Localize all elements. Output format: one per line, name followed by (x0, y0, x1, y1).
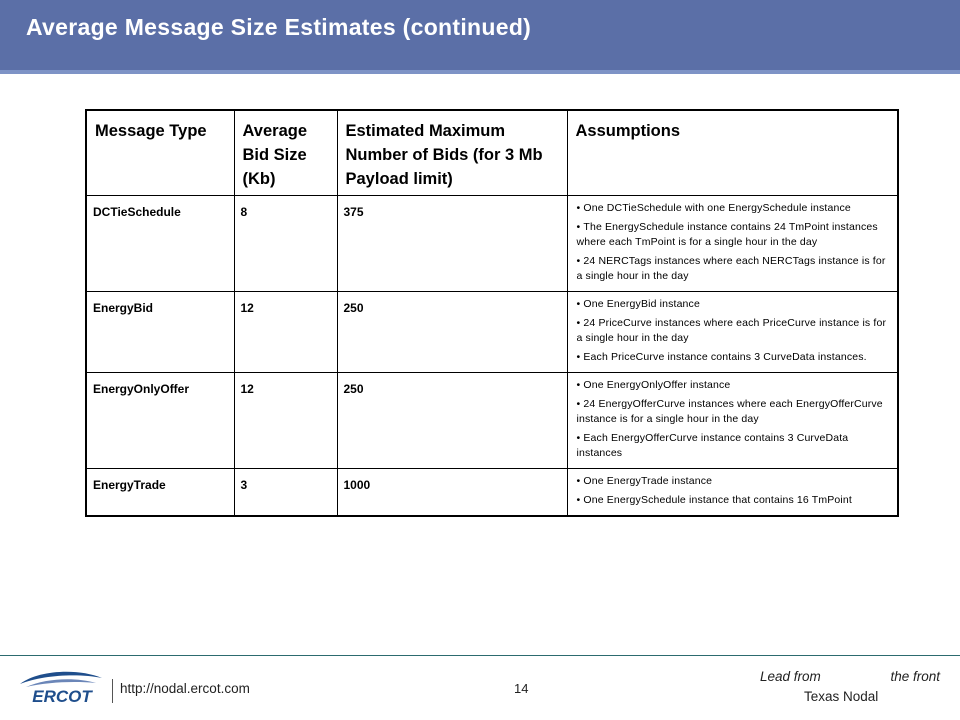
assumption-item: • Each PriceCurve instance contains 3 CurveData instances. (577, 350, 892, 365)
assumptions-cell (567, 469, 898, 517)
assumption-item: • 24 EnergyOfferCurve instances where each EnergyOfferCurve instance is for a single hour in the day (577, 397, 892, 427)
message-type-cell: EnergyTrade (86, 469, 234, 517)
max-bids-cell: 250 (337, 373, 567, 469)
bid-size-cell: 8 (234, 196, 337, 292)
max-bids-cell: 1000 (337, 469, 567, 517)
ercot-logo-graphic (16, 668, 108, 706)
table-row (86, 292, 898, 373)
assumption-item: • One DCTieSchedule with one EnergySchedule instance (577, 201, 892, 216)
assumption-item: • One EnergyBid instance (577, 297, 892, 312)
assumption-item: • 24 PriceCurve instances where each PriceCurve instance is for a single hour in the day (577, 316, 892, 346)
assumption-item: • One EnergyOnlyOffer instance (577, 378, 892, 393)
assumption-item: • 24 NERCTags instances where each NERCTags instance is for a single hour in the day (577, 254, 892, 284)
tagline-part-2: the front (890, 669, 940, 684)
slide-title: Average Message Size Estimates (continued) (26, 14, 532, 40)
header-message-type: Message Type (86, 110, 234, 196)
max-bids-cell: 250 (337, 292, 567, 373)
header-max-bids: Estimated Maximum Number of Bids (for 3 Mb Payload limit) (337, 110, 567, 196)
message-type-cell: EnergyOnlyOffer (86, 373, 234, 469)
assumption-item: • One EnergyTrade instance (577, 474, 892, 489)
logo-text: ERCOT (32, 687, 92, 706)
tagline-part-1: Lead from (760, 669, 821, 684)
table-row (86, 196, 898, 292)
assumption-item: • Each EnergyOfferCurve instance contains 3 CurveData instances (577, 431, 892, 461)
header-assumptions: Assumptions (567, 110, 898, 196)
header-average-bid-size: Average Bid Size (Kb) (234, 110, 337, 196)
page-number: 14 (514, 681, 529, 696)
table-row (86, 469, 898, 517)
table-header-row (86, 110, 898, 196)
bid-size-cell: 3 (234, 469, 337, 517)
max-bids-cell: 375 (337, 196, 567, 292)
assumption-item: • One EnergySchedule instance that contains 16 TmPoint (577, 493, 892, 508)
title-banner (0, 0, 960, 74)
table-row (86, 373, 898, 469)
assumptions-cell (567, 196, 898, 292)
footer-url: http://nodal.ercot.com (120, 681, 250, 696)
footer-tagline (760, 669, 940, 684)
bid-size-cell: 12 (234, 373, 337, 469)
bid-size-cell: 12 (234, 292, 337, 373)
message-type-cell: DCTieSchedule (86, 196, 234, 292)
assumptions-cell (567, 292, 898, 373)
assumptions-cell (567, 373, 898, 469)
footer-separator (112, 679, 113, 703)
assumption-item: • The EnergySchedule instance contains 24 TmPoint instances where each TmPoint is for a single hour in the day (577, 220, 892, 250)
ercot-logo (16, 668, 108, 711)
message-size-table (85, 109, 899, 517)
footer-divider (0, 655, 960, 656)
message-type-cell: EnergyBid (86, 292, 234, 373)
footer-org: Texas Nodal (804, 689, 879, 704)
